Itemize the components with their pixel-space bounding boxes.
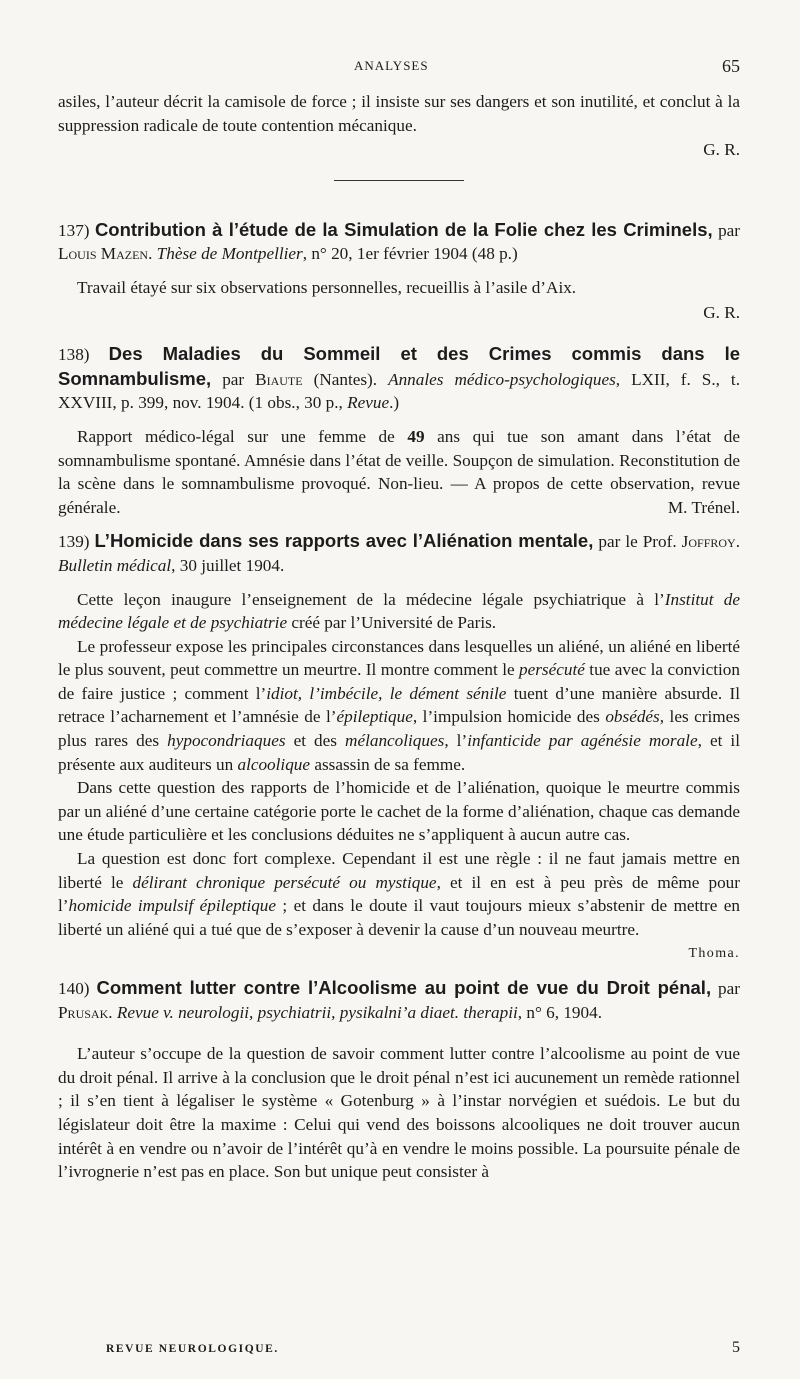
entry-137-heading: 137) Contribution à l’étude de la Simulation de la Folie chez les Criminels, par Louis Mazen. Thèse de Montpellier, n° 20, 1er février 1904 (48 p.) (58, 218, 741, 264)
page-header (58, 56, 740, 80)
entry-reference: , 30 juillet 1904. (171, 555, 285, 575)
entry-number: 139) (58, 532, 90, 552)
entry-number: 140) (58, 979, 90, 998)
entry-139-signature: Thoma. (688, 946, 740, 962)
entry-139-paragraph-3: Dans cette question des rapports de l’homicide et de l’aliénation, quoique le meurtre commis par un aliéné d’une certaine catégorie porte le cachet de la forme d’aliénation, chaque cas demande une étude particulière et les conclusions déduites ne s’appliquent à aucun autre cas. (58, 778, 740, 845)
entry-reference: , n° 6, 1904. (517, 1002, 603, 1022)
entry-author: Prusak (58, 1002, 109, 1022)
entry-138-heading: 138) Des Maladies du Sommeil et des Crimes commis dans le Somnambulisme, par Biaute (Nantes). Annales médico-psychologiques, LXII, f. S., t. XXVIII, p. 399, nov. 1904. (1 obs., 30 p., Revue.) (58, 343, 740, 413)
page (58, 0, 740, 1379)
entry-title: Des Maladies du Sommeil et des Crimes commis dans le Somnambulisme, (58, 343, 740, 389)
entry-number: 137) (58, 220, 90, 240)
entry-reference: , n° 20, 1er février 1904 (48 p.) (302, 244, 518, 264)
entry-reference: , LXII, f. S., t. XXVIII, p. 399, nov. 1904. (1 obs., 30 p., (58, 369, 740, 413)
entry-author: Louis Mazen (58, 244, 149, 264)
entry-139-paragraph-4: La question est donc fort complexe. Cependant il est une règle : il ne faut jamais mettre en liberté le délirant chronique persécuté ou mystique, et il en est à peu près de même pour l’homicide impulsif épileptique ; et dans le doute il vaut toujours mieux s’abstenir de mettre en liberté un aliéné qui a tué que de s’exposer à devenir la cause d’un nouveau meurtre. (58, 849, 740, 939)
entry-139-paragraph-2: Le professeur expose les principales circonstances dans lesquelles un aliéné, un aliéné en liberté le plus souvent, peut commettre un meurtre. Il montre comment le persécuté tue avec la conviction de faire justice ; comment l’idiot, l’imbécile, le dément sénile tuent d’une manière absurde. Il retrace l’acharnement et l’amnésie de l’épileptique, l’impulsion homicide des obsédés, les crimes plus rares des hypocondriaques et des mélancoliques, l’infanticide par agénésie morale, et il présente aux auditeurs un alcoolique assassin de sa femme. (58, 636, 740, 774)
entry-137-abstract: Travail étayé sur six observations personnelles, recueillis à l’asile d’Aix. (77, 277, 577, 297)
entry-140 (58, 976, 740, 1184)
entry-author: Joffroy (681, 532, 736, 552)
entry-139 (58, 529, 740, 966)
entry-source: Bulletin médical (58, 555, 172, 575)
entry-title: L’Homicide dans ses rapports avec l’Aliénation mentale, (94, 530, 594, 552)
journal-name: REVUE NEUROLOGIQUE. (106, 1343, 279, 1355)
entry-source: Revue v. neurologii, psychiatrii, pysikalni’a diaet. therapii (116, 1002, 518, 1022)
entry-author: Biaute (255, 369, 303, 389)
entry-140-heading: 140) Comment lutter contre l’Alcoolisme au point de vue du Droit pénal, par Prusak. Revue v. neurologii, psychiatrii, pysikalni’a diaet. therapii, n° 6, 1904. (58, 977, 741, 1022)
section-divider (334, 180, 464, 181)
running-title: ANALYSES (354, 58, 429, 73)
entry-138-abstract: Rapport médico-légal sur une femme de 49 ans qui tue son amant dans l’état de somnambulisme spontané. Amnésie dans l’état de veille. Soupçon de simulation. Reconstitution de la scène dans le somnambulisme provoqué. Non-lieu. — A propos de cette observation, revue générale. M. Trénel. (58, 425, 740, 519)
entry-138 (58, 342, 740, 519)
entry-title: Comment lutter contre l’Alcoolisme au point de vue du Droit pénal, (96, 977, 712, 998)
entry-137-signature: G. R. (703, 302, 740, 322)
signature-mark: 5 (732, 1339, 740, 1356)
entry-number: 138) (58, 345, 90, 365)
entry-138-signature: M. Trénel. (667, 497, 740, 517)
entry-title: Contribution à l’étude de la Simulation de la Folie chez les Criminels, (94, 218, 713, 240)
entry-140-abstract: L’auteur s’occupe de la question de savoir comment lutter contre l’alcoolisme au point de vue du droit pénal. Il arrive à la conclusion que le droit pénal n’est ici aucunement un remède rationnel ; il s’en tient à légaliser le système « Gotenburg » à l’instar norvégien et suédois. Le but du législateur doit être la maxime : Celui qui vend des boissons alcooliques ne doit trouver aucun intérêt à en vendre ou n’avoir de l’intérêt qu’à en vendre le moins possible. La poursuite pénale de l’ivrognerie n’est pas en place. Son but unique peut consister à (58, 1044, 740, 1182)
page-number: 65 (722, 56, 740, 76)
page-body (58, 90, 740, 1184)
previous-entry-text: asiles, l’auteur décrit la camisole de force ; il insiste sur ses dangers et son inutilité, et conclut à la suppression radicale de toute contention mécanique. (58, 92, 740, 135)
entry-source: Annales médico-psychologiques (388, 369, 616, 389)
page-footer (106, 1339, 740, 1361)
previous-entry-signature: G. R. (703, 140, 740, 160)
entry-139-heading: 139) L’Homicide dans ses rapports avec l’Aliénation mentale, par le Prof. Joffroy. Bulletin médical, 30 juillet 1904. (58, 530, 741, 575)
entry-139-paragraph-1: Cette leçon inaugure l’enseignement de la médecine légale psychiatrique à l’Institut de médecine légale et de psychiatrie créé par l’Université de Paris. (58, 589, 740, 633)
entry-source: Thèse de Montpellier (156, 244, 303, 264)
entry-137 (58, 218, 740, 324)
